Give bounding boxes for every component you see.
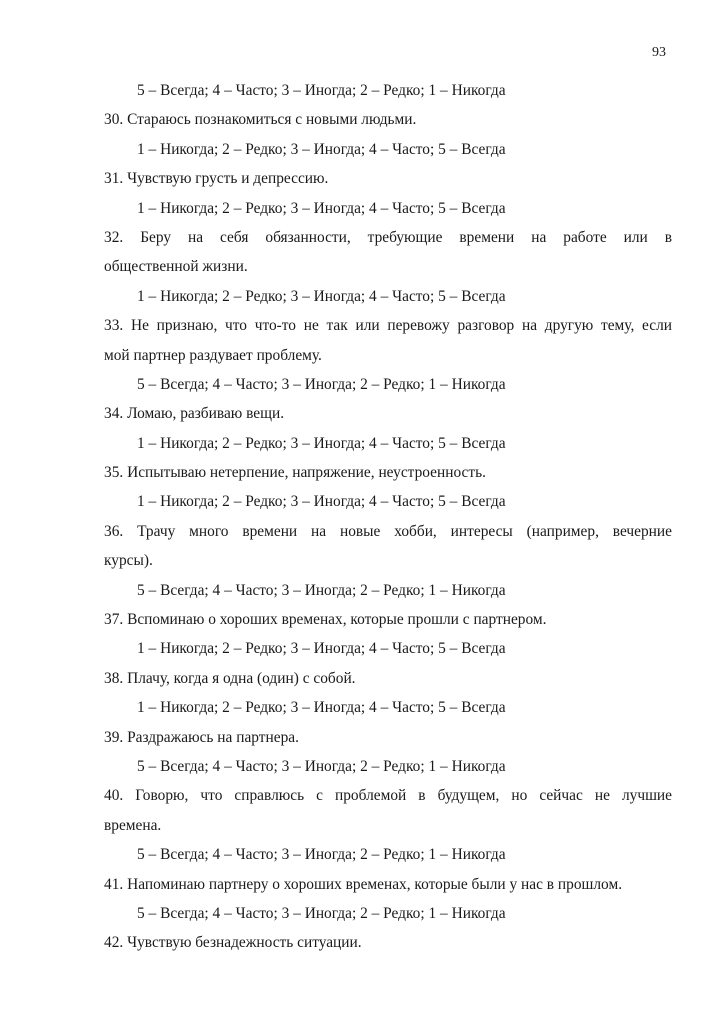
answer-scale-line: 1 – Никогда; 2 – Редко; 3 – Иногда; 4 – Часто; 5 – Всегда [137, 140, 506, 158]
question-line-continuation: времена. [104, 816, 162, 834]
question-line-continuation: общественной жизни. [104, 258, 248, 276]
answer-scale-line: 5 – Всегда; 4 – Часто; 3 – Иногда; 2 – Редко; 1 – Никогда [137, 82, 506, 99]
question-line: 31. Чувствую грусть и депрессию. [104, 170, 329, 188]
answer-scale-line: 5 – Всегда; 4 – Часто; 3 – Иногда; 2 – Редко; 1 – Никогда [137, 581, 506, 599]
question-line: 41. Напоминаю партнеру о хороших временах, которые были у нас в прошлом. [104, 875, 623, 893]
question-line-continuation: мой партнер раздувает проблему. [104, 346, 322, 364]
document-body [104, 76, 672, 958]
question-line: 37. Вспоминаю о хороших временах, которые прошли с партнером. [104, 611, 547, 629]
question-line: 39. Раздражаюсь на партнера. [104, 728, 299, 746]
question-line: 34. Ломаю, разбиваю вещи. [104, 405, 285, 423]
answer-scale-line: 5 – Всегда; 4 – Часто; 3 – Иногда; 2 – Редко; 1 – Никогда [137, 375, 506, 393]
answer-scale-line: 1 – Никогда; 2 – Редко; 3 – Иногда; 4 – Часто; 5 – Всегда [137, 640, 506, 658]
answer-scale-line: 1 – Никогда; 2 – Редко; 3 – Иногда; 4 – Часто; 5 – Всегда [137, 434, 506, 452]
question-line: 30. Стараюсь познакомиться с новыми людьми. [104, 111, 417, 129]
question-line: 40. Говорю, что справлюсь с проблемой в будущем, но сейчас не лучшие [104, 787, 672, 805]
question-line: 32. Беру на себя обязанности, требующие времени на работе или в [104, 228, 672, 246]
question-line: 35. Испытываю нетерпение, напряжение, неустроенность. [104, 464, 486, 482]
question-line-continuation: курсы). [104, 552, 153, 570]
answer-scale-line: 1 – Никогда; 2 – Редко; 3 – Иногда; 4 – Часто; 5 – Всегда [137, 287, 506, 305]
question-line: 38. Плачу, когда я одна (один) с собой. [104, 669, 356, 687]
answer-scale-line: 1 – Никогда; 2 – Редко; 3 – Иногда; 4 – Часто; 5 – Всегда [137, 699, 506, 717]
page-number: 93 [652, 45, 666, 60]
answer-scale-line: 1 – Никогда; 2 – Редко; 3 – Иногда; 4 – Часто; 5 – Всегда [137, 493, 506, 511]
question-line: 42. Чувствую безнадежность ситуации. [104, 934, 362, 952]
question-line: 36. Трачу много времени на новые хобби, интересы (например, вечерние [104, 522, 672, 540]
answer-scale-line: 5 – Всегда; 4 – Часто; 3 – Иногда; 2 – Редко; 1 – Никогда [137, 904, 506, 922]
answer-scale-line: 5 – Всегда; 4 – Часто; 3 – Иногда; 2 – Редко; 1 – Никогда [137, 846, 506, 864]
answer-scale-line: 5 – Всегда; 4 – Часто; 3 – Иногда; 2 – Редко; 1 – Никогда [137, 757, 506, 775]
answer-scale-line: 1 – Никогда; 2 – Редко; 3 – Иногда; 4 – Часто; 5 – Всегда [137, 199, 506, 217]
question-line: 33. Не признаю, что что-то не так или перевожу разговор на другую тему, если [104, 317, 672, 335]
